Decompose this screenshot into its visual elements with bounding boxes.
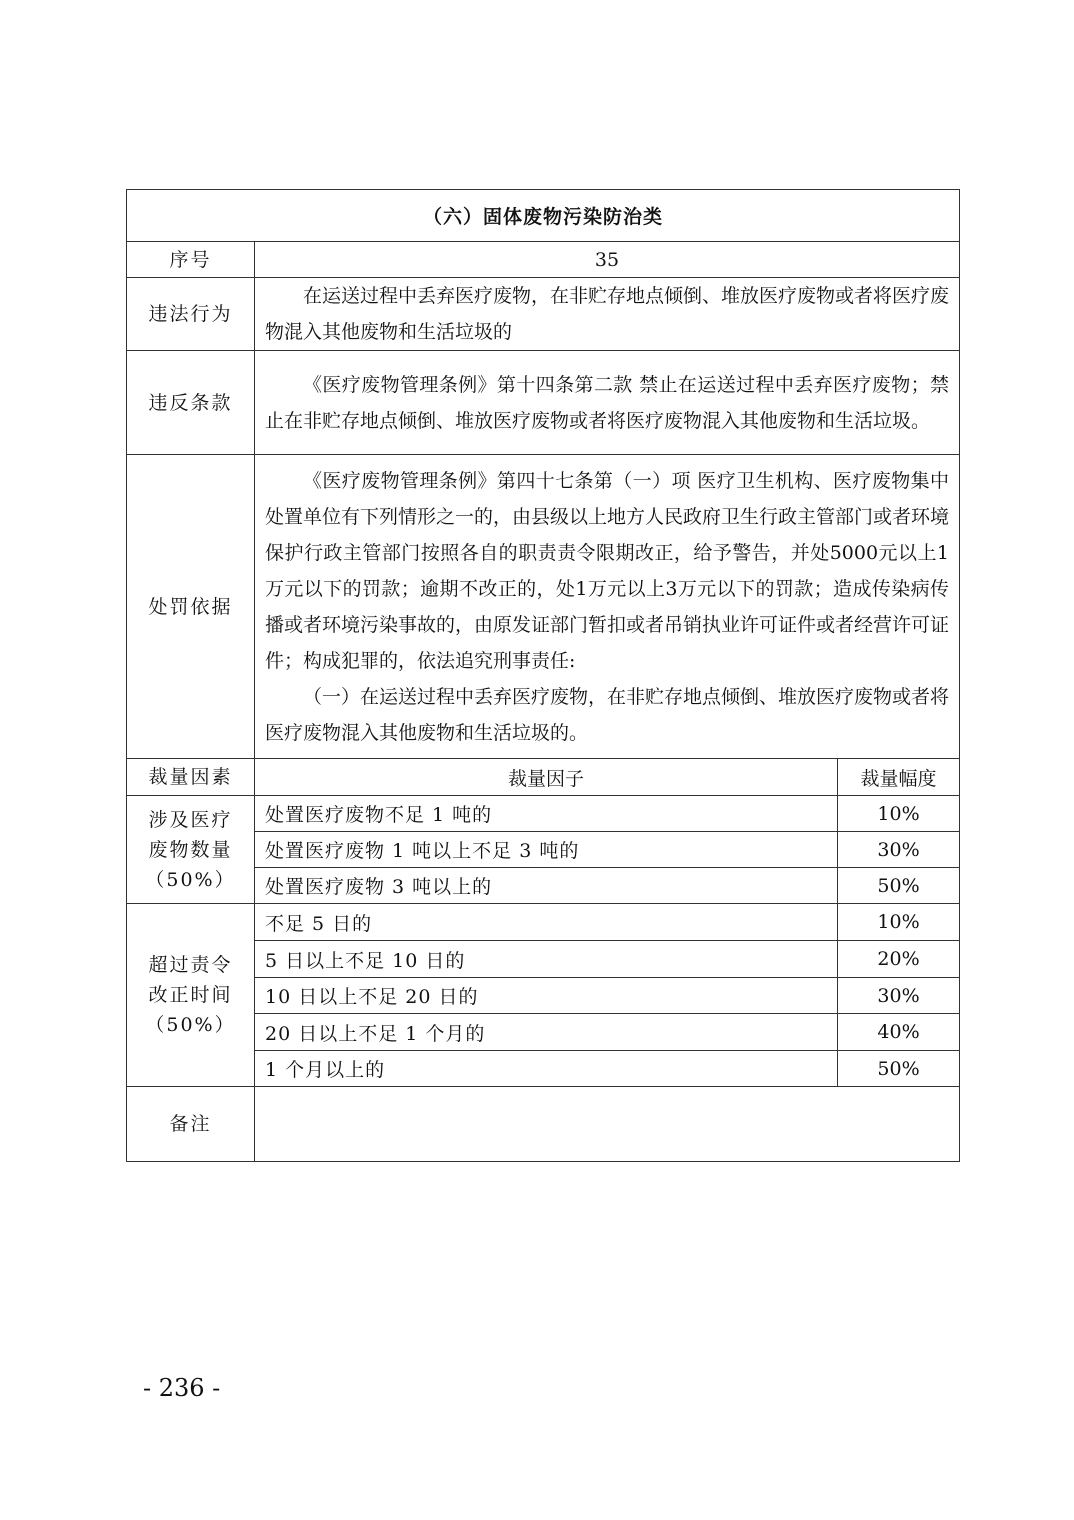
overdue-range-1: 10%: [838, 904, 960, 941]
remarks-label: 备注: [127, 1087, 255, 1162]
violation-text: [255, 278, 960, 351]
group-overdue-line-2: 改正时间: [148, 984, 233, 1006]
overdue-range-5: 50%: [838, 1051, 960, 1087]
range-header: 裁量幅度: [838, 759, 960, 796]
group-quantity-line-1: 涉及医疗: [148, 808, 233, 831]
quantity-factor-3: 处置医疗废物 3 吨以上的: [255, 868, 838, 904]
overdue-factor-3: 10 日以上不足 20 日的: [255, 978, 838, 1014]
overdue-factor-1: 不足 5 日的: [255, 904, 838, 941]
overdue-factor-4: 20 日以上不足 1 个月的: [255, 1014, 838, 1051]
overdue-range-3: 30%: [838, 978, 960, 1014]
penalty-table: [126, 189, 960, 1162]
group-quantity-label: [127, 796, 255, 904]
quantity-range-1: 10%: [838, 796, 960, 832]
clause-text: [255, 351, 960, 455]
remarks-value: [255, 1087, 960, 1162]
overdue-factor-5: 1 个月以上的: [255, 1051, 838, 1087]
penalty-paragraph-1: 《医疗废物管理条例》第四十七条第（一）项 医疗卫生机构、医疗废物集中处置单位有下列情形之一的，由县级以上地方人民政府卫生行政主管部门或者环境保护行政主管部门按照各自的职责责令限期改正，给予警告，并处5000元以上1万元以下的罚款；逾期不改正的，处1万元以上3万元以下的罚款；造成传染病传播或者环境污染事故的，由原发证部门暂扣或者吊销执业许可证件或者经营许可证件；构成犯罪的，依法追究刑事责任:: [265, 469, 950, 672]
seq-value: 35: [255, 242, 960, 278]
group-quantity-line-3: （50%）: [145, 868, 236, 891]
table-title: （六）固体废物污染防治类: [127, 190, 960, 242]
clause-label: 违反条款: [127, 351, 255, 455]
violation-label: 违法行为: [127, 278, 255, 351]
quantity-factor-1: 处置医疗废物不足 1 吨的: [255, 796, 838, 832]
penalty-paragraph-2: （一）在运送过程中丢弃医疗废物，在非贮存地点倾倒、堆放医疗废物或者将医疗废物混入其他废物和生活垃圾的。: [265, 685, 950, 744]
group-overdue-line-3: （50%）: [145, 1014, 236, 1036]
penalty-text: [255, 455, 960, 759]
overdue-range-2: 20%: [838, 941, 960, 978]
quantity-factor-2: 处置医疗废物 1 吨以上不足 3 吨的: [255, 832, 838, 868]
group-quantity-line-2: 废物数量: [148, 838, 233, 861]
overdue-factor-2: 5 日以上不足 10 日的: [255, 941, 838, 978]
quantity-range-2: 30%: [838, 832, 960, 868]
page-number: - 236 -: [143, 1374, 221, 1402]
quantity-range-3: 50%: [838, 868, 960, 904]
overdue-range-4: 40%: [838, 1014, 960, 1051]
penalty-label: 处罚依据: [127, 455, 255, 759]
group-overdue-line-1: 超过责令: [148, 954, 233, 976]
clause-paragraph: 《医疗废物管理条例》第十四条第二款 禁止在运送过程中丢弃医疗废物；禁止在非贮存地点倾倒、堆放医疗废物或者将医疗废物混入其他废物和生活垃圾。: [265, 373, 950, 432]
factor-header: 裁量因素: [127, 759, 255, 796]
violation-paragraph: 在运送过程中丢弃医疗废物，在非贮存地点倾倒、堆放医疗废物或者将医疗废物混入其他废物和生活垃圾的: [265, 285, 950, 343]
seq-label: 序号: [127, 242, 255, 278]
group-overdue-label: [127, 904, 255, 1087]
detail-header: 裁量因子: [255, 759, 838, 796]
